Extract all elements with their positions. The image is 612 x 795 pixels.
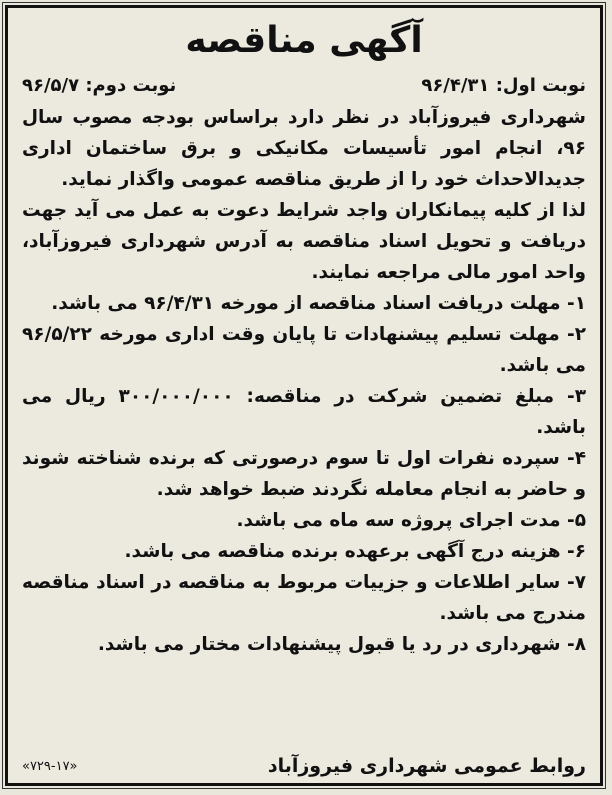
condition-item-5: ۵- مدت اجرای پروژه سه ماه می باشد. [236, 510, 586, 531]
condition-item-4: ۴- سپرده نفرات اول تا سوم درصورتی که برنده شناخته شوند و حاضر به انجام معامله نگردند ضبط خواهد شد. [22, 448, 586, 500]
condition-item-1: ۱- مهلت دریافت اسناد مناقصه از مورخه ۹۶/۴/۳۱ می باشد. [51, 293, 586, 314]
second-round-date: نوبت دوم: ۹۶/۵/۷ [22, 75, 177, 96]
tender-notice [5, 5, 603, 786]
publication-rounds [22, 75, 586, 96]
condition-item-2: ۲- مهلت تسلیم پیشنهادات تا پایان وقت اداری مورخه ۹۶/۵/۲۲ می باشد. [22, 324, 586, 376]
first-round-date: نوبت اول: ۹۶/۴/۳۱ [421, 75, 586, 96]
invitation-paragraph: لذا از کلیه پیمانکاران واجد شرایط دعوت به عمل می آید جهت دریافت و تحویل اسناد مناقصه به آدرس شهرداری فیروزآباد، واحد امور مالی مراجعه نمایند. [22, 200, 586, 283]
condition-item-3: ۳- مبلغ تضمین شرکت در مناقصه: ۳۰۰/۰۰۰/۰۰۰ ریال می باشد. [22, 386, 586, 438]
notice-footer [22, 755, 586, 777]
notice-title: آگهی مناقصه [185, 20, 423, 61]
condition-item-7: ۷- سایر اطلاعات و جزییات مربوط به مناقصه در اسناد مناقصه مندرج می باشد. [22, 572, 586, 624]
condition-item-8: ۸- شهرداری در رد یا قبول پیشنهادات مختار می باشد. [97, 634, 586, 655]
signature: روابط عمومی شهرداری فیروزآباد [267, 755, 586, 777]
intro-paragraph: شهرداری فیروزآباد در نظر دارد براساس بودجه مصوب سال ۹۶، انجام امور تأسیسات مکانیکی و برق ساختمان اداری جدیدالاحداث خود را از طریق مناقصه عمومی واگذار نماید. [22, 107, 586, 190]
notice-code: «۷۲۹-۱۷» [22, 758, 78, 774]
condition-item-6: ۶- هزینه درج آگهی برعهده برنده مناقصه می باشد. [124, 541, 586, 562]
